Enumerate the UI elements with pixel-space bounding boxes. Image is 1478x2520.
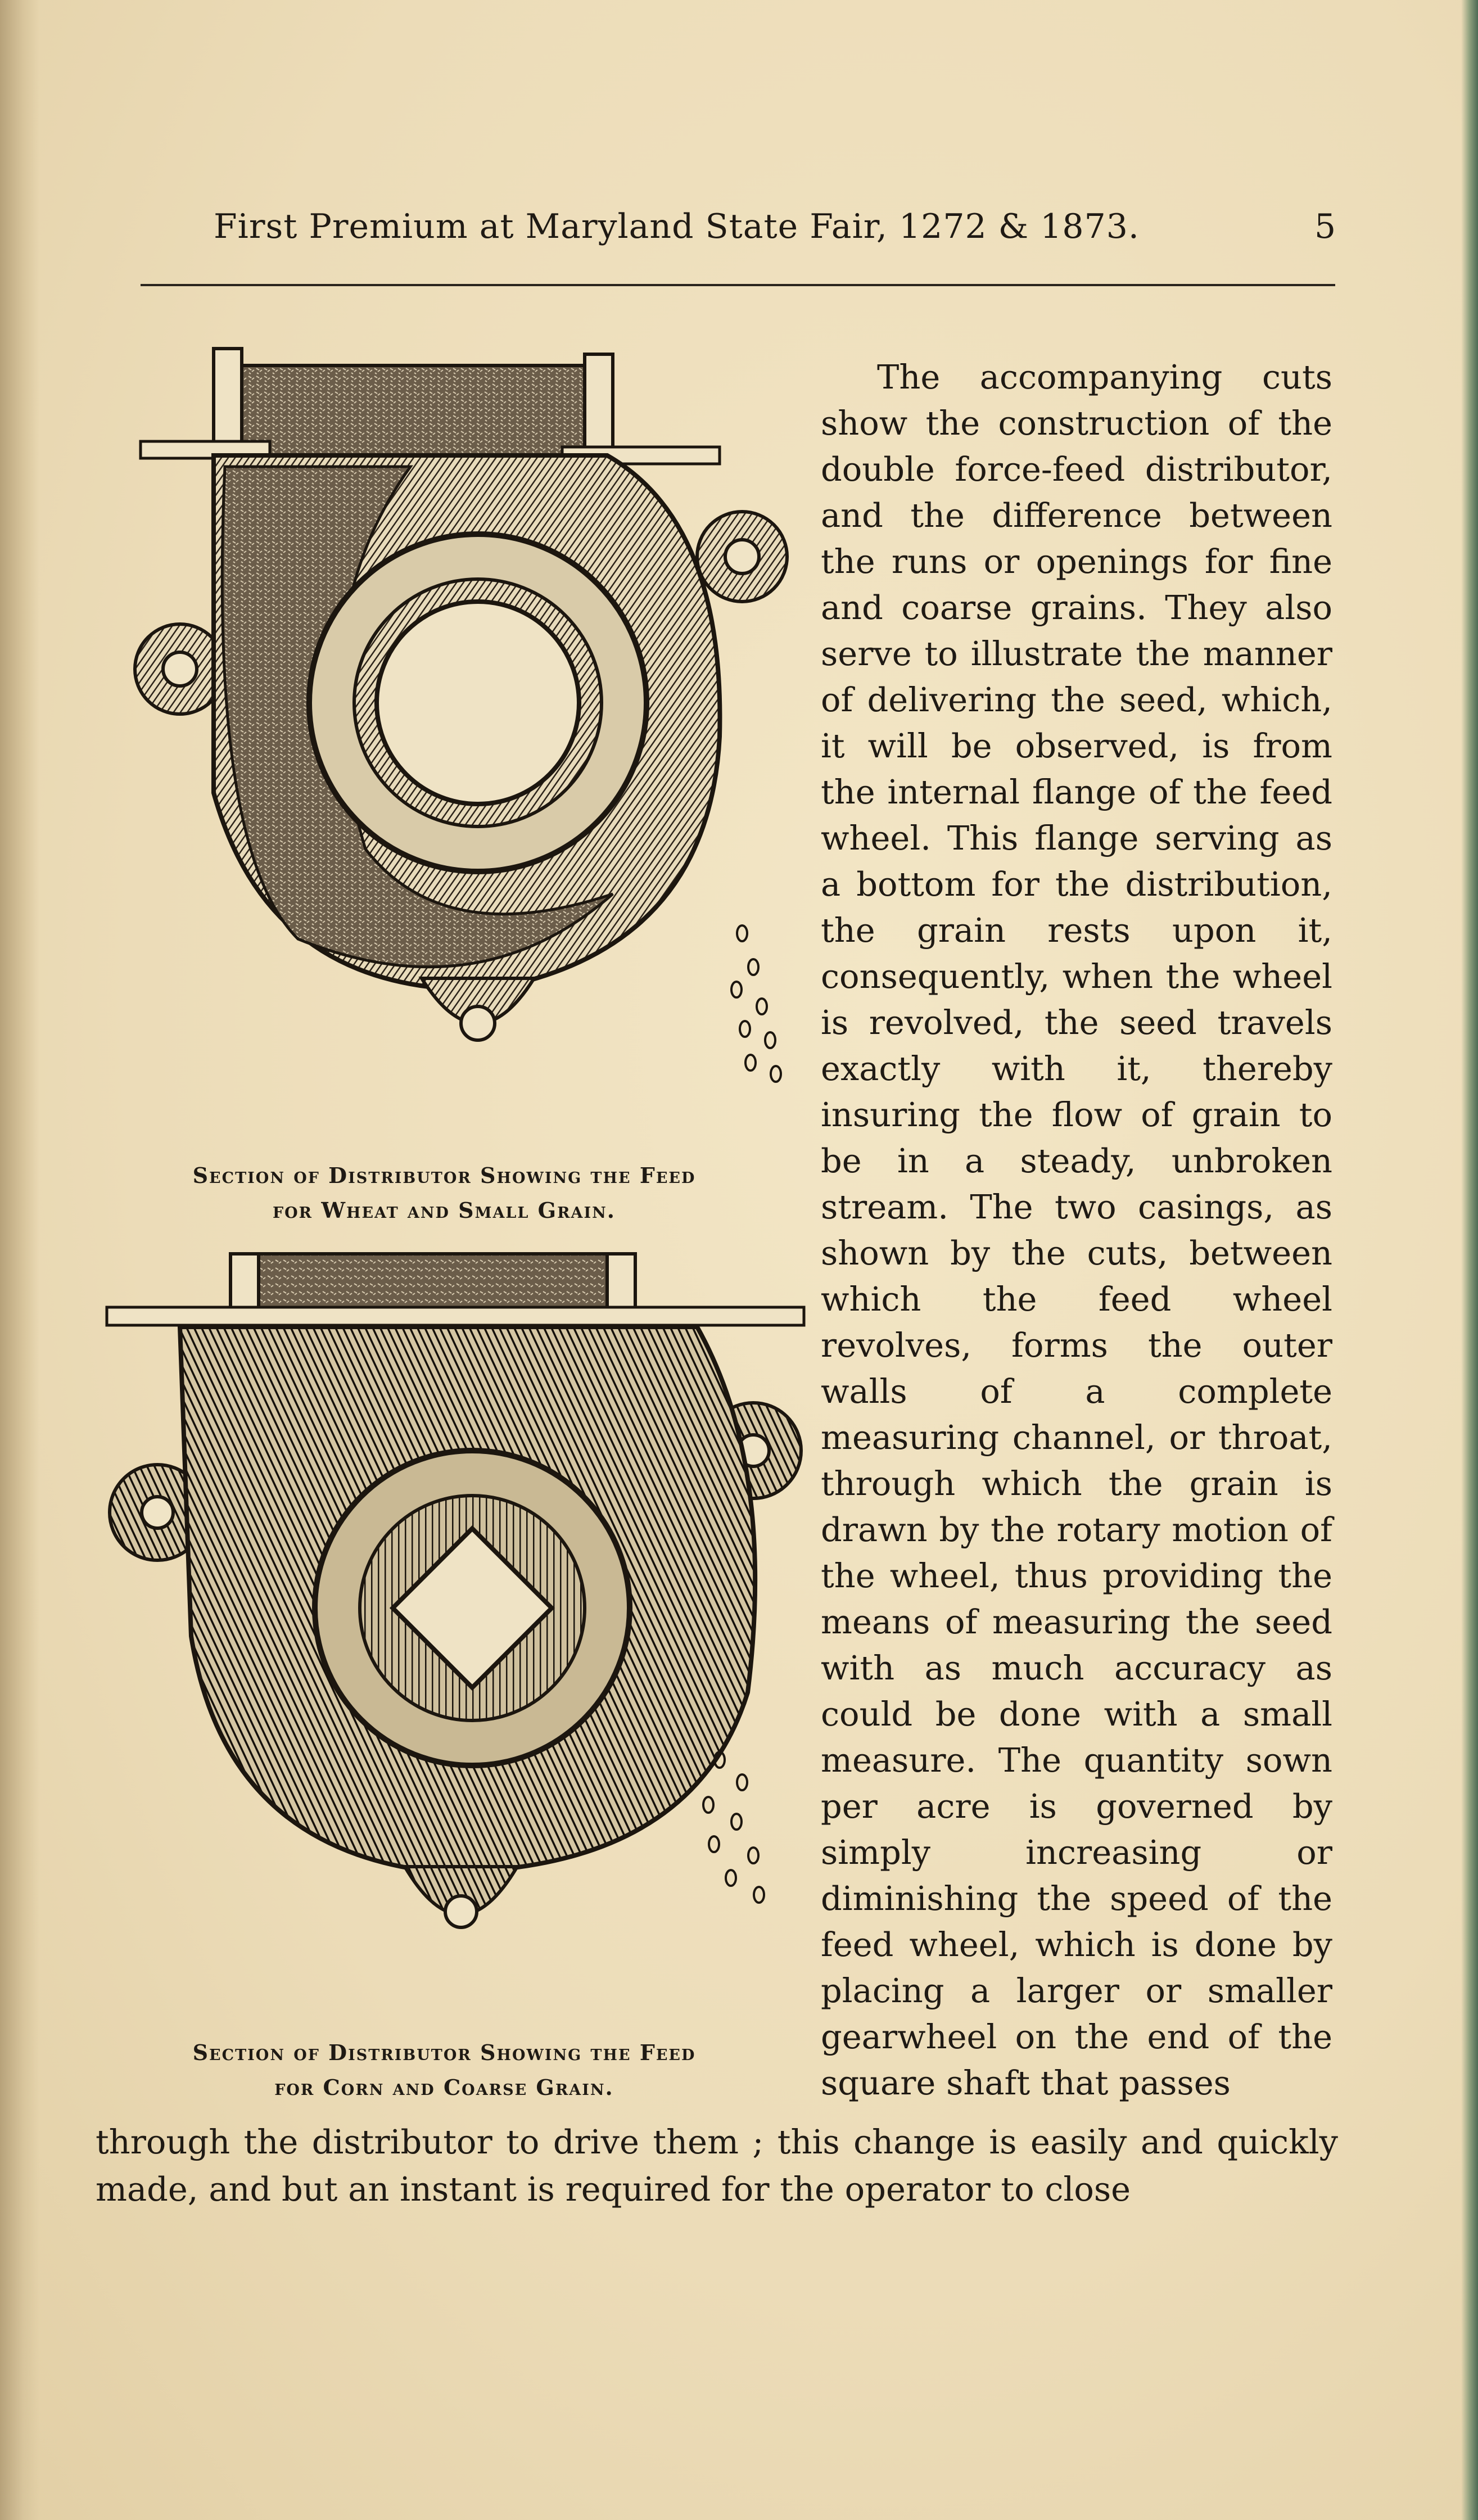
- body-continuation-text: through the distributor to drive them ; this change is easily and quickly made, and but an instant is required for the operator to close: [96, 2122, 1338, 2209]
- figure-1-caption-line1: Section of Distributor Showing the Feed: [192, 1163, 696, 1188]
- running-header: [214, 207, 1338, 246]
- figure-1-caption: [112, 1158, 776, 1228]
- figure-1-caption-line2: for Wheat and Small Grain.: [272, 1198, 616, 1223]
- page-number: 5: [1314, 207, 1337, 246]
- page-edge: [1461, 0, 1478, 2520]
- book-spine-shadow: [0, 0, 39, 2520]
- body-paragraph: The accompanying cuts show the construction of the double force-feed distributor, and the difference between the runs or openings for fine and coarse grains. They also serve to illustrate the manner of delivering the seed, which, it will be observed, is from the internal flange of the feed wheel. This flange serving as a bottom for the distribution, the grain rests upon it, consequently, when the wheel is revolved, the seed travels exactly with it, thereby insuring the flow of grain to be in a steady, unbroken stream. The two casings, as shown by the cuts, between which the feed wheel revolves, forms the outer walls of a complete measuring channel, or throat, through which the grain is drawn by the rotary motion of the wheel, thus providing the means of measuring the seed with as much accuracy as could be done with a small measure. The quantity sown per acre is governed by simply increasing or diminishing the speed of the feed wheel, which is done by placing a larger or smaller gearwheel on the end of the square shaft that passes: [821, 358, 1332, 2102]
- body-continuation: [96, 2119, 1338, 2213]
- figure-2-caption-line1: Section of Distributor Showing the Feed: [192, 2040, 696, 2065]
- header-title: First Premium at Maryland State Fair, 1272 & 1873.: [214, 207, 1140, 246]
- body-column: [821, 354, 1332, 2106]
- figure-2-caption: [112, 2035, 776, 2105]
- distributor-coarse-grain-illustration: [101, 1243, 826, 2041]
- distributor-fine-grain-illustration: [129, 343, 826, 1164]
- figure-2-caption-line2: for Corn and Coarse Grain.: [274, 2075, 614, 2100]
- header-rule: [141, 284, 1335, 286]
